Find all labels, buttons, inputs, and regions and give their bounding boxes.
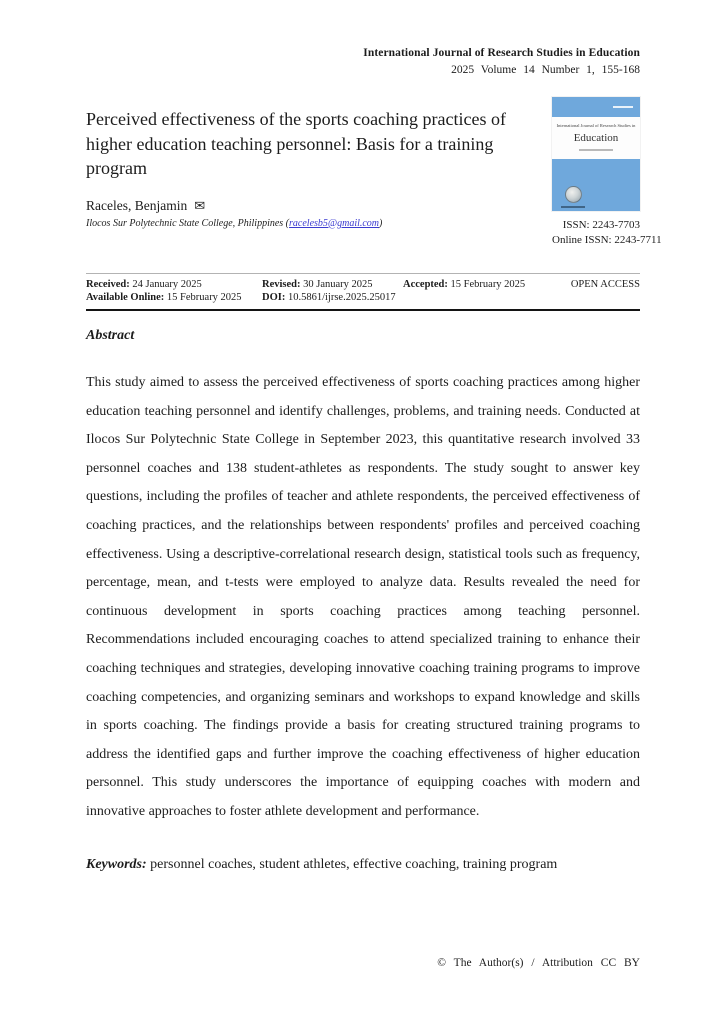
doi-value: 10.5861/ijrse.2025.25017 [285, 292, 396, 303]
available-online-label: Available Online: [86, 292, 165, 303]
doi-line [262, 291, 403, 304]
accepted-value: 15 February 2025 [447, 279, 526, 290]
article-meta-strip [86, 273, 640, 311]
publisher-emblem-icon [565, 186, 582, 203]
cover-title-band [552, 117, 640, 159]
cover-series-line: International Journal of Research Studies in [556, 124, 636, 129]
issn-block [552, 218, 662, 248]
abstract-heading: Abstract [86, 328, 135, 343]
cover-subtitle-microtext [579, 149, 613, 151]
cover-journal-title: Education [573, 132, 619, 144]
doi-label: DOI: [262, 292, 286, 303]
affiliation-text-close: ) [379, 217, 383, 229]
author-email-link[interactable]: racelesb5@gmail.com [289, 217, 380, 229]
cover-issue-microtext [613, 106, 633, 108]
received-line [86, 278, 262, 291]
keywords-label: Keywords: [86, 856, 147, 872]
meta-column-3 [403, 278, 571, 304]
issn-online: Online ISSN: 2243-7711 [552, 234, 662, 246]
publisher-emblem-microtext [561, 206, 585, 209]
article-title: Perceived effectiveness of the sports coaching practices of higher education teaching personnel: Basis for a training program [86, 109, 506, 178]
journal-cover-image [552, 97, 640, 211]
meta-column-1 [86, 278, 262, 304]
received-label: Received: [86, 279, 130, 290]
meta-column-2 [262, 278, 403, 304]
cover-top-band [552, 97, 640, 117]
article-header [86, 107, 662, 247]
accepted-line [403, 278, 571, 291]
keywords-text: personnel coaches, student athletes, effective coaching, training program [146, 856, 558, 872]
open-access-badge: OPEN ACCESS [570, 279, 640, 290]
meta-column-4 [571, 278, 640, 304]
revised-label: Revised: [262, 279, 301, 290]
journal-cover-column [552, 97, 662, 248]
envelope-icon[interactable]: ✉ [194, 198, 206, 214]
copyright-license-text: © The Author(s) / Attribution CC BY [437, 957, 640, 969]
abstract-section [86, 328, 640, 827]
meta-grid [86, 278, 640, 304]
available-online-line [86, 291, 262, 304]
affiliation-text: Ilocos Sur Polytechnic State College, Philippines ( [86, 217, 290, 229]
abstract-body: This study aimed to assess the perceived effectiveness of sports coaching practices among higher education teaching personnel and identify challenges, problems, and training needs. Conducted at Ilocos Sur Polytechnic State College in September 2023, this quantitative research involved 33 personnel coaches and 138 student-athletes as respondents. The study sought to answer key questions, including the profiles of teacher and athlete respondents, the perceived effectiveness of coaching practices, and the relationships between respondents' profiles and perceived coaching effectiveness. Using a descriptive-correlational research design, statistical tools such as frequency, percentage, mean, and t-tests were employed to analyze data. Results revealed the need for continuous development in sports coaching practices among teaching personnel. Recommendations included encouraging coaches to attend specialized training to enhance their coaching techniques and strategies, developing innovative coaching training programs to improve coaching competencies, and organizing seminars and workshops to expand knowledge and skills in sports coaching. The findings provide a basis for creating structured training programs to address the identified gaps and further improve the coaching effectiveness of higher education personnel. This study underscores the importance of equipping coaches with modern and innovative approaches to foster athlete development and performance. [86, 375, 640, 819]
issue-line: 2025 Volume 14 Number 1, 155-168 [451, 64, 640, 76]
license-footer [437, 957, 640, 969]
author-name: Raceles, Benjamin [86, 197, 188, 213]
keywords-line [86, 857, 640, 873]
journal-masthead [0, 0, 724, 77]
journal-name: International Journal of Research Studies in Education [363, 47, 640, 59]
received-value: 24 January 2025 [129, 279, 202, 290]
accepted-label: Accepted: [403, 279, 448, 290]
cover-bottom-band [552, 159, 640, 211]
revised-line [262, 278, 403, 291]
revised-value: 30 January 2025 [300, 279, 373, 290]
available-online-value: 15 February 2025 [164, 292, 242, 303]
issn-print: ISSN: 2243-7703 [562, 219, 640, 231]
